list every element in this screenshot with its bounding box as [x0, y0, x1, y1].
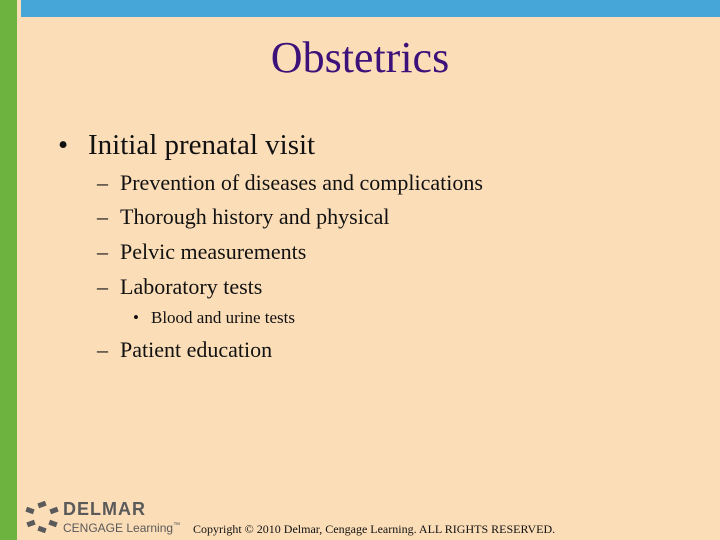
logo-mark-icon — [25, 501, 59, 533]
dash-marker: – — [97, 239, 108, 264]
bullet-marker-small: • — [133, 308, 139, 327]
dash-marker: – — [97, 170, 108, 195]
logo-cengage-text: CENGAGE Learning™ — [63, 521, 181, 535]
sub-sub-item-blood-urine: Blood and urine tests — [151, 308, 296, 327]
dash-marker: – — [97, 337, 108, 362]
dash-marker: – — [97, 274, 108, 299]
sub-item-prevention: Prevention of diseases and complications — [120, 170, 483, 195]
logo-delmar-text: DELMAR — [63, 499, 146, 519]
sub-item-history-physical: Thorough history and physical — [120, 204, 390, 229]
copyright-notice: Copyright © 2010 Delmar, Cengage Learning. ALL RIGHTS RESERVED. — [193, 522, 556, 536]
sub-item-patient-education: Patient education — [120, 337, 273, 362]
delmar-cengage-logo — [25, 499, 190, 537]
top-accent-bar — [21, 0, 720, 17]
sub-item-laboratory-tests: Laboratory tests — [120, 274, 263, 299]
bullet-marker: • — [58, 129, 69, 161]
bullet-initial-prenatal-visit: Initial prenatal visit — [88, 129, 316, 161]
dash-marker: – — [97, 204, 108, 229]
slide-title: Obstetrics — [270, 33, 450, 82]
sub-item-pelvic-measurements: Pelvic measurements — [120, 239, 307, 264]
